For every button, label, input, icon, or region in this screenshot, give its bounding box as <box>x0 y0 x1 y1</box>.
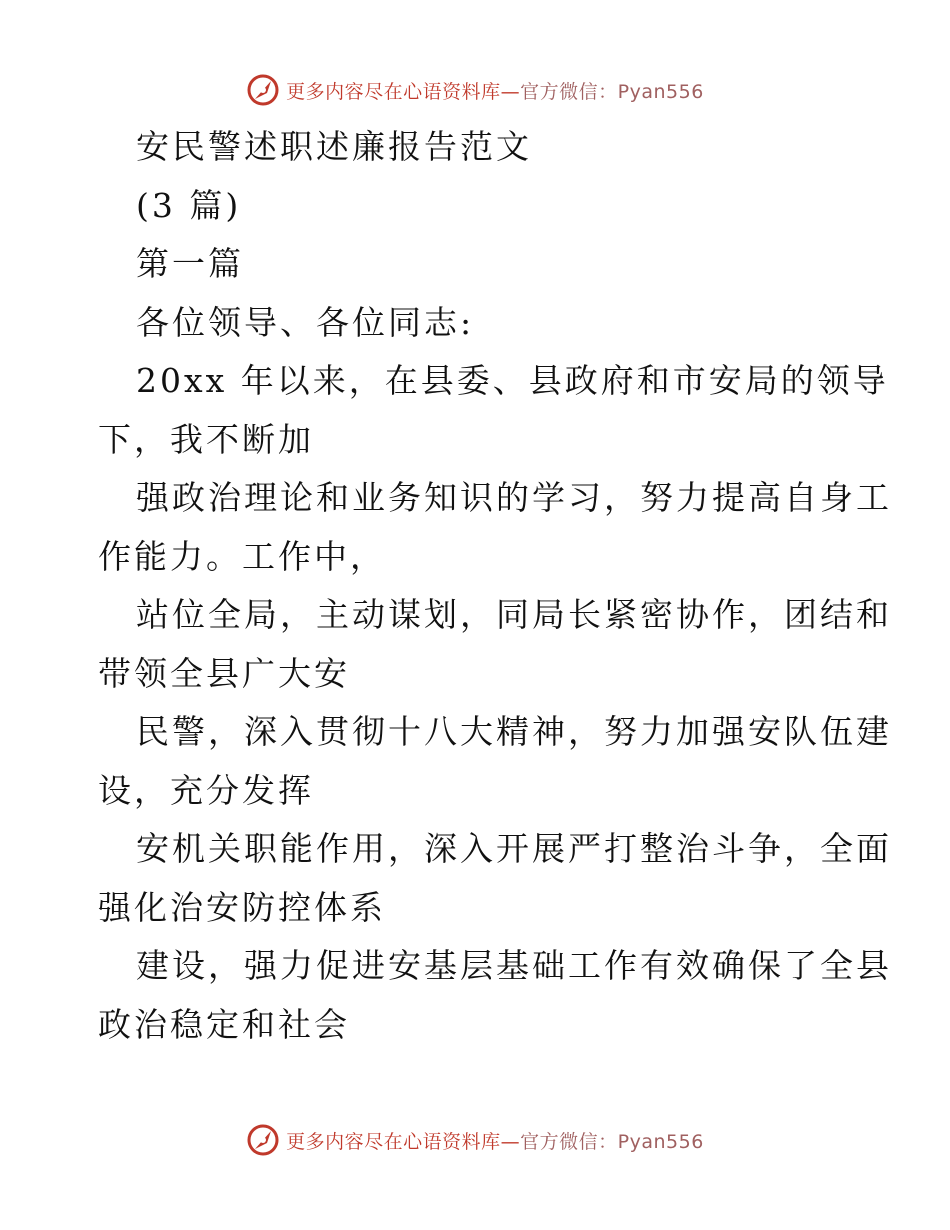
text-line: 安机关职能作用，深入开展严打整治斗争，全面 <box>136 829 892 868</box>
feather-seal-icon <box>246 1123 280 1157</box>
footer-banner-text: 更多内容尽在心语资料库—官方微信：Pyan556 <box>286 1130 704 1153</box>
text-line: 作能力。工作中， <box>98 536 386 576</box>
feather-seal-icon <box>246 73 280 107</box>
text-line: 安民警述职述廉报告范文 <box>136 127 532 166</box>
footer-wechat-id: 官方微信：Pyan556 <box>520 1130 704 1153</box>
text-line: 民警，深入贯彻十八大精神，努力加强安队伍建 <box>136 712 892 751</box>
text-line: 建设，强力促进安基层基础工作有效确保了全县 <box>136 946 892 985</box>
text-line: 站位全局，主动谋划，同局长紧密协作，团结和 <box>136 595 892 634</box>
text-line: 第一篇 <box>136 244 244 283</box>
text-line: 设，充分发挥 <box>98 770 314 810</box>
header-banner <box>0 70 950 110</box>
header-banner-text: 更多内容尽在心语资料库—官方微信：Pyan556 <box>286 80 704 103</box>
text-line: 政治稳定和社会 <box>98 1004 350 1044</box>
footer-banner <box>0 1120 950 1160</box>
text-line: 带领全县广大安 <box>98 653 350 693</box>
text-line: 强政治理论和业务知识的学习，努力提高自身工 <box>136 478 892 517</box>
text-line: 20xx 年以来，在县委、县政府和市安局的领导 <box>136 361 889 400</box>
document-body <box>98 118 892 1054</box>
text-line: 各位领导、各位同志: <box>136 302 475 342</box>
text-line: 下，我不断加 <box>98 419 314 459</box>
text-line: 强化治安防控体系 <box>98 887 386 927</box>
text-line: (3 篇) <box>136 185 242 225</box>
header-wechat-id: 官方微信：Pyan556 <box>520 80 704 103</box>
